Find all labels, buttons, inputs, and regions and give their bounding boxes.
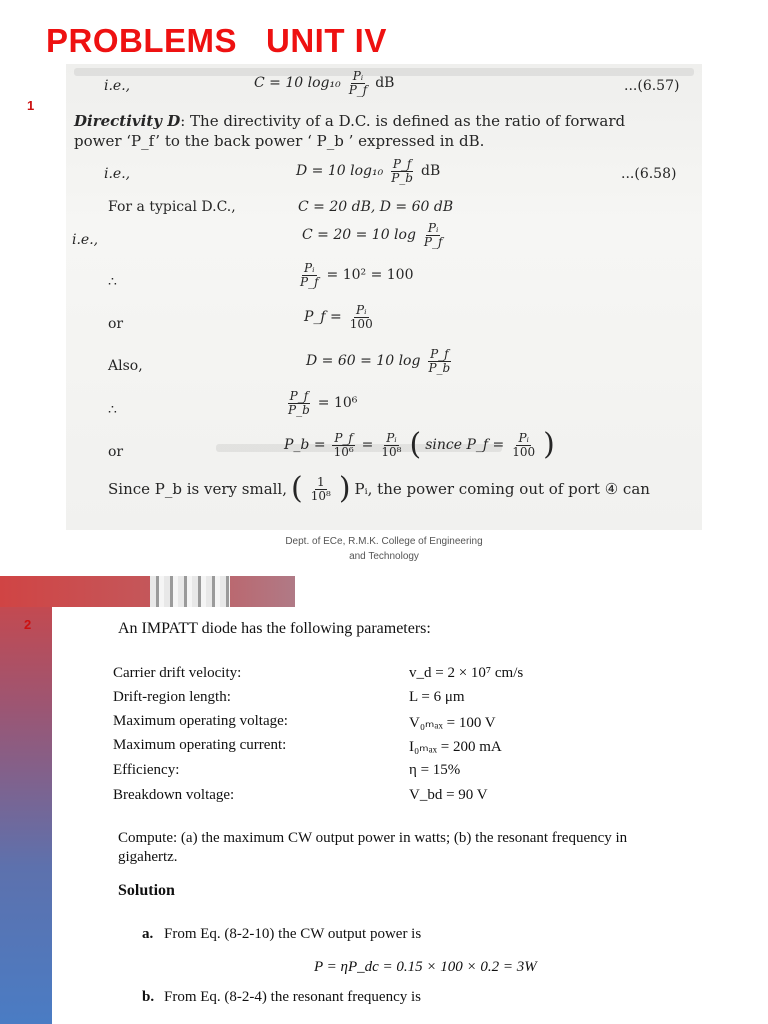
fraction bbox=[332, 432, 356, 458]
fraction bbox=[309, 476, 333, 502]
eq-lhs: P_f = bbox=[304, 309, 342, 326]
fraction bbox=[510, 432, 537, 458]
denominator: 10⁸ bbox=[381, 444, 402, 459]
directivity-def-text: : The directivity of a D.C. is defined as the ratio of forward bbox=[180, 112, 626, 130]
param-label: Maximum operating voltage: bbox=[113, 713, 288, 729]
left-paren-glyph: ( bbox=[409, 427, 422, 462]
numerator: P_f bbox=[289, 389, 309, 403]
ie-label: i.e., bbox=[104, 166, 131, 182]
part-a-label: a. bbox=[142, 926, 154, 942]
equation-ref: ...(6.57) bbox=[624, 78, 680, 94]
since-line bbox=[108, 471, 650, 506]
typical-values: C = 20 dB, D = 60 dB bbox=[298, 199, 454, 215]
typical-label: For a typical D.C., bbox=[108, 199, 236, 215]
param-value: V₀ₘₐₓ = 100 V bbox=[409, 715, 496, 731]
equation-ref: ...(6.58) bbox=[621, 166, 677, 182]
pb-equation bbox=[284, 427, 555, 462]
footer-line-1: Dept. of ECe, R.M.K. College of Engineering bbox=[285, 536, 483, 547]
param-label: Drift-region length: bbox=[113, 689, 231, 705]
eq-lhs: D = 60 = 10 log bbox=[306, 353, 421, 370]
fraction bbox=[298, 262, 321, 288]
or-label: or bbox=[108, 316, 124, 332]
denominator: P_f bbox=[348, 82, 368, 97]
gradient-sidebar bbox=[0, 576, 52, 1024]
since-text: Since P_b is very small, bbox=[108, 480, 287, 498]
left-paren-glyph: ( bbox=[291, 471, 303, 506]
numerator: 1 bbox=[316, 474, 325, 489]
denominator: 10⁶ bbox=[333, 444, 354, 459]
fraction bbox=[286, 390, 312, 416]
fraction bbox=[379, 432, 403, 458]
compute-text-line1: Compute: (a) the maximum CW output power in watts; (b) the resonant frequency in bbox=[118, 830, 628, 846]
compute-text-line2: gigahertz. bbox=[118, 849, 178, 865]
denominator: P_b bbox=[288, 402, 310, 417]
unit: dB bbox=[420, 163, 441, 180]
ratio-equation bbox=[296, 262, 413, 288]
param-label: Maximum operating current: bbox=[113, 737, 287, 753]
denominator: 100 bbox=[512, 444, 536, 459]
fraction bbox=[348, 304, 375, 330]
since-rest: Pᵢ, the power coming out of port ④ can bbox=[354, 480, 650, 498]
directivity-definition-line2: power ‘P_f’ to the back power ‘ P_b ’ expressed in dB. bbox=[74, 132, 485, 150]
part-b-label: b. bbox=[142, 989, 155, 1005]
directivity-eq-lhs: D = 10 log₁₀ bbox=[296, 163, 384, 180]
part-b-text: From Eq. (8-2-4) the resonant frequency is bbox=[164, 989, 422, 1005]
pf-equation bbox=[304, 304, 377, 330]
slide-footer bbox=[0, 534, 768, 564]
denominator: P_f bbox=[300, 274, 319, 289]
scanned-textbook-page bbox=[66, 64, 702, 530]
part-a-equation: P = ηP_dc = 0.15 × 100 × 0.2 = 3W bbox=[314, 959, 537, 975]
denominator: 10⁸ bbox=[310, 488, 331, 503]
right-paren-glyph: ) bbox=[543, 427, 555, 462]
numerator: Pᵢ bbox=[352, 69, 364, 83]
therefore-symbol: ∴ bbox=[108, 274, 117, 290]
eq-rhs: = 10² = 100 bbox=[326, 267, 414, 284]
also-label: Also, bbox=[108, 358, 143, 374]
numerator: Pᵢ bbox=[386, 430, 397, 445]
fraction bbox=[422, 222, 445, 248]
denominator: P_b bbox=[428, 360, 451, 375]
param-value: η = 15% bbox=[409, 762, 461, 778]
param-value: V_bd = 90 V bbox=[409, 787, 488, 803]
param-value: I₀ₘₐₓ = 200 mA bbox=[409, 739, 502, 755]
directivity-equation bbox=[296, 158, 440, 184]
footer-line-2: and Technology bbox=[349, 551, 419, 562]
fraction bbox=[347, 70, 370, 96]
striped-decoration bbox=[150, 576, 230, 607]
slide-2 bbox=[0, 576, 768, 1024]
page-title: PROBLEMS UNIT IV bbox=[46, 22, 387, 59]
coupling-equation bbox=[254, 70, 394, 96]
fraction bbox=[426, 348, 452, 374]
coupling-eq-lhs: C = 10 log₁₀ bbox=[254, 75, 341, 92]
numerator: P_f bbox=[334, 430, 353, 445]
problem-number-1: 1 bbox=[27, 98, 35, 113]
gradient-header-strip bbox=[0, 576, 295, 607]
solution-heading: Solution bbox=[118, 882, 175, 899]
numerator: Pᵢ bbox=[427, 221, 439, 235]
part-a-text: From Eq. (8-2-10) the CW output power is bbox=[164, 926, 422, 942]
directivity-definition bbox=[74, 112, 625, 130]
equation-c-20 bbox=[302, 222, 446, 248]
or-label: or bbox=[108, 444, 124, 460]
equals-sign: = bbox=[361, 437, 374, 453]
since-clause: since P_f = bbox=[425, 437, 505, 453]
param-label: Efficiency: bbox=[113, 762, 180, 778]
eq-lhs: P_b = bbox=[284, 437, 326, 453]
equation-d-60 bbox=[306, 348, 454, 374]
fraction bbox=[389, 158, 415, 184]
numerator: P_f bbox=[392, 157, 412, 171]
denominator: 100 bbox=[349, 316, 373, 331]
param-value: v_d = 2 × 10⁷ cm/s bbox=[409, 665, 524, 681]
problem-intro: An IMPATT diode has the following parameters: bbox=[118, 620, 431, 637]
eq-lhs: C = 20 = 10 log bbox=[302, 227, 416, 244]
param-label: Carrier drift velocity: bbox=[113, 665, 242, 681]
eq-rhs: = 10⁶ bbox=[317, 395, 358, 412]
denominator: P_b bbox=[391, 170, 413, 185]
numerator: Pᵢ bbox=[356, 303, 367, 317]
unit: dB bbox=[375, 75, 395, 92]
ie-label: i.e., bbox=[72, 232, 99, 248]
right-paren-glyph: ) bbox=[338, 471, 351, 506]
denominator: P_f bbox=[423, 234, 443, 249]
ie-label: i.e., bbox=[104, 78, 131, 94]
pf-pb-ratio bbox=[284, 390, 357, 416]
param-label: Breakdown voltage: bbox=[113, 787, 235, 803]
numerator: Pᵢ bbox=[304, 261, 315, 275]
numerator: Pᵢ bbox=[518, 430, 529, 445]
therefore-symbol: ∴ bbox=[108, 402, 117, 418]
param-value: L = 6 μm bbox=[409, 689, 465, 705]
directivity-term: Directivity D bbox=[74, 112, 181, 130]
problem-number-2: 2 bbox=[24, 617, 32, 632]
numerator: P_f bbox=[430, 347, 449, 361]
